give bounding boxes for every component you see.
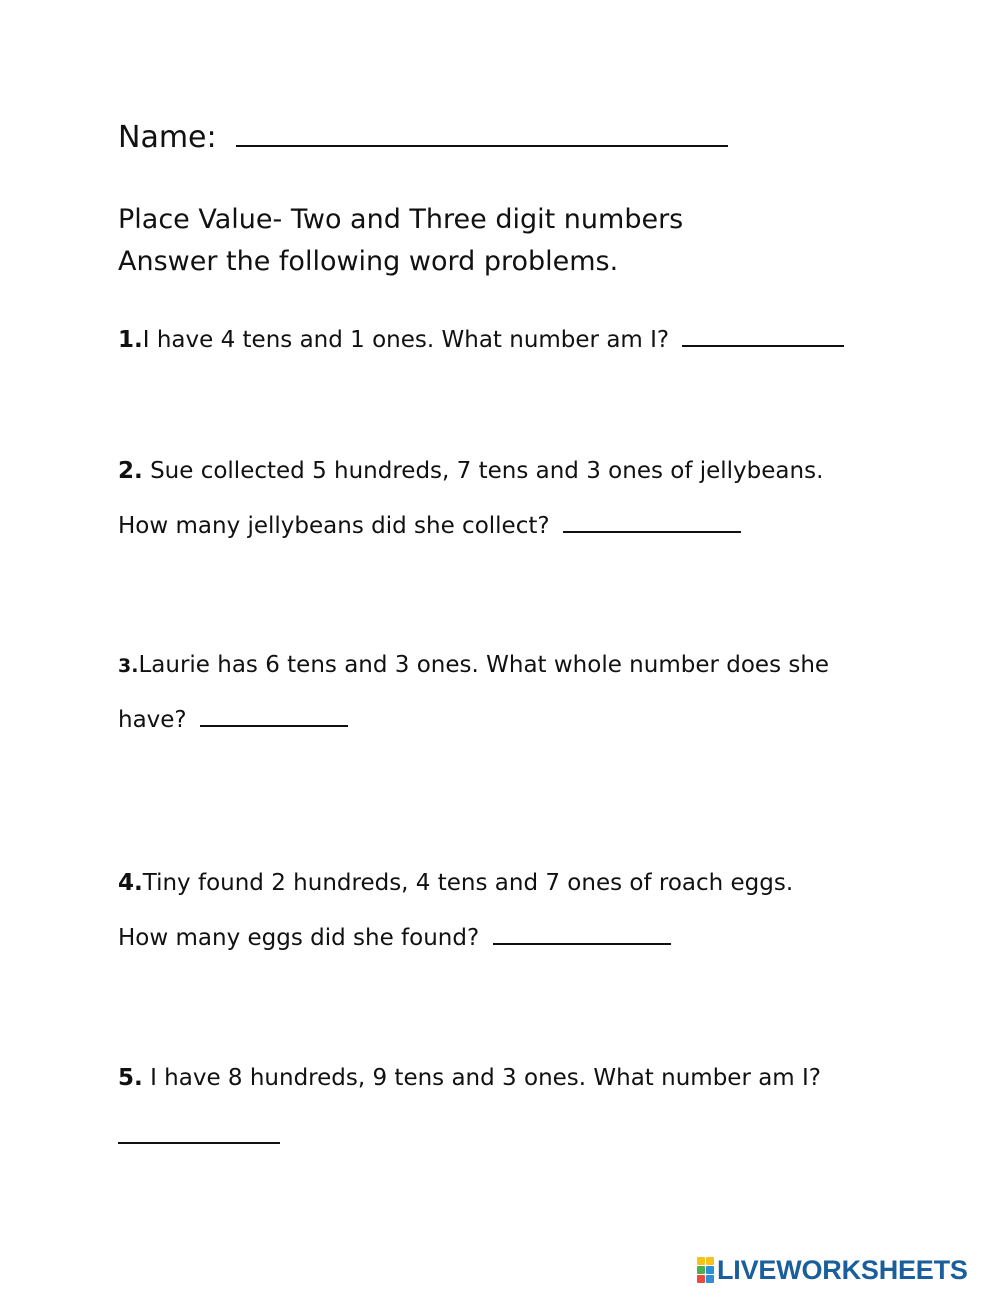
liveworksheets-logo-icon bbox=[697, 1257, 714, 1283]
worksheet-title: Place Value- Two and Three digit numbers bbox=[118, 204, 684, 235]
question-text: have? bbox=[118, 707, 187, 733]
question-3 bbox=[118, 652, 829, 678]
question-1 bbox=[118, 327, 844, 353]
question-text: How many jellybeans did she collect? bbox=[118, 513, 550, 539]
question-3-line2 bbox=[118, 707, 348, 733]
name-label: Name: bbox=[118, 120, 217, 155]
answer-line[interactable] bbox=[200, 724, 348, 727]
question-2 bbox=[118, 458, 823, 484]
worksheet-instructions: Answer the following word problems. bbox=[118, 246, 619, 277]
question-5 bbox=[118, 1065, 821, 1091]
question-number: 4. bbox=[118, 870, 143, 896]
liveworksheets-logo bbox=[697, 1256, 968, 1284]
answer-line[interactable] bbox=[118, 1120, 280, 1144]
answer-line[interactable] bbox=[493, 942, 671, 945]
question-text: I have 4 tens and 1 ones. What number am I? bbox=[142, 327, 670, 353]
question-4 bbox=[118, 870, 793, 896]
question-text: Tiny found 2 hundreds, 4 tens and 7 ones of roach eggs. bbox=[142, 870, 794, 896]
answer-line[interactable] bbox=[563, 530, 741, 533]
name-input-line[interactable] bbox=[236, 144, 728, 147]
name-row bbox=[118, 120, 728, 155]
question-number: 2. bbox=[118, 458, 143, 484]
question-number: 5. bbox=[118, 1065, 143, 1091]
question-number: 1. bbox=[118, 327, 143, 353]
question-5-line2 bbox=[118, 1120, 280, 1150]
question-4-line2 bbox=[118, 925, 671, 951]
question-2-line2 bbox=[118, 513, 741, 539]
question-text: How many eggs did she found? bbox=[118, 925, 480, 951]
question-number: 3. bbox=[118, 655, 139, 677]
question-text: Laurie has 6 tens and 3 ones. What whole number does she bbox=[138, 652, 830, 678]
question-text: I have 8 hundreds, 9 tens and 3 ones. What number am I? bbox=[150, 1065, 822, 1091]
answer-line[interactable] bbox=[682, 344, 844, 347]
logo-text: LIVEWORKSHEETS bbox=[717, 1254, 968, 1285]
question-text: Sue collected 5 hundreds, 7 tens and 3 ones of jellybeans. bbox=[150, 458, 824, 484]
